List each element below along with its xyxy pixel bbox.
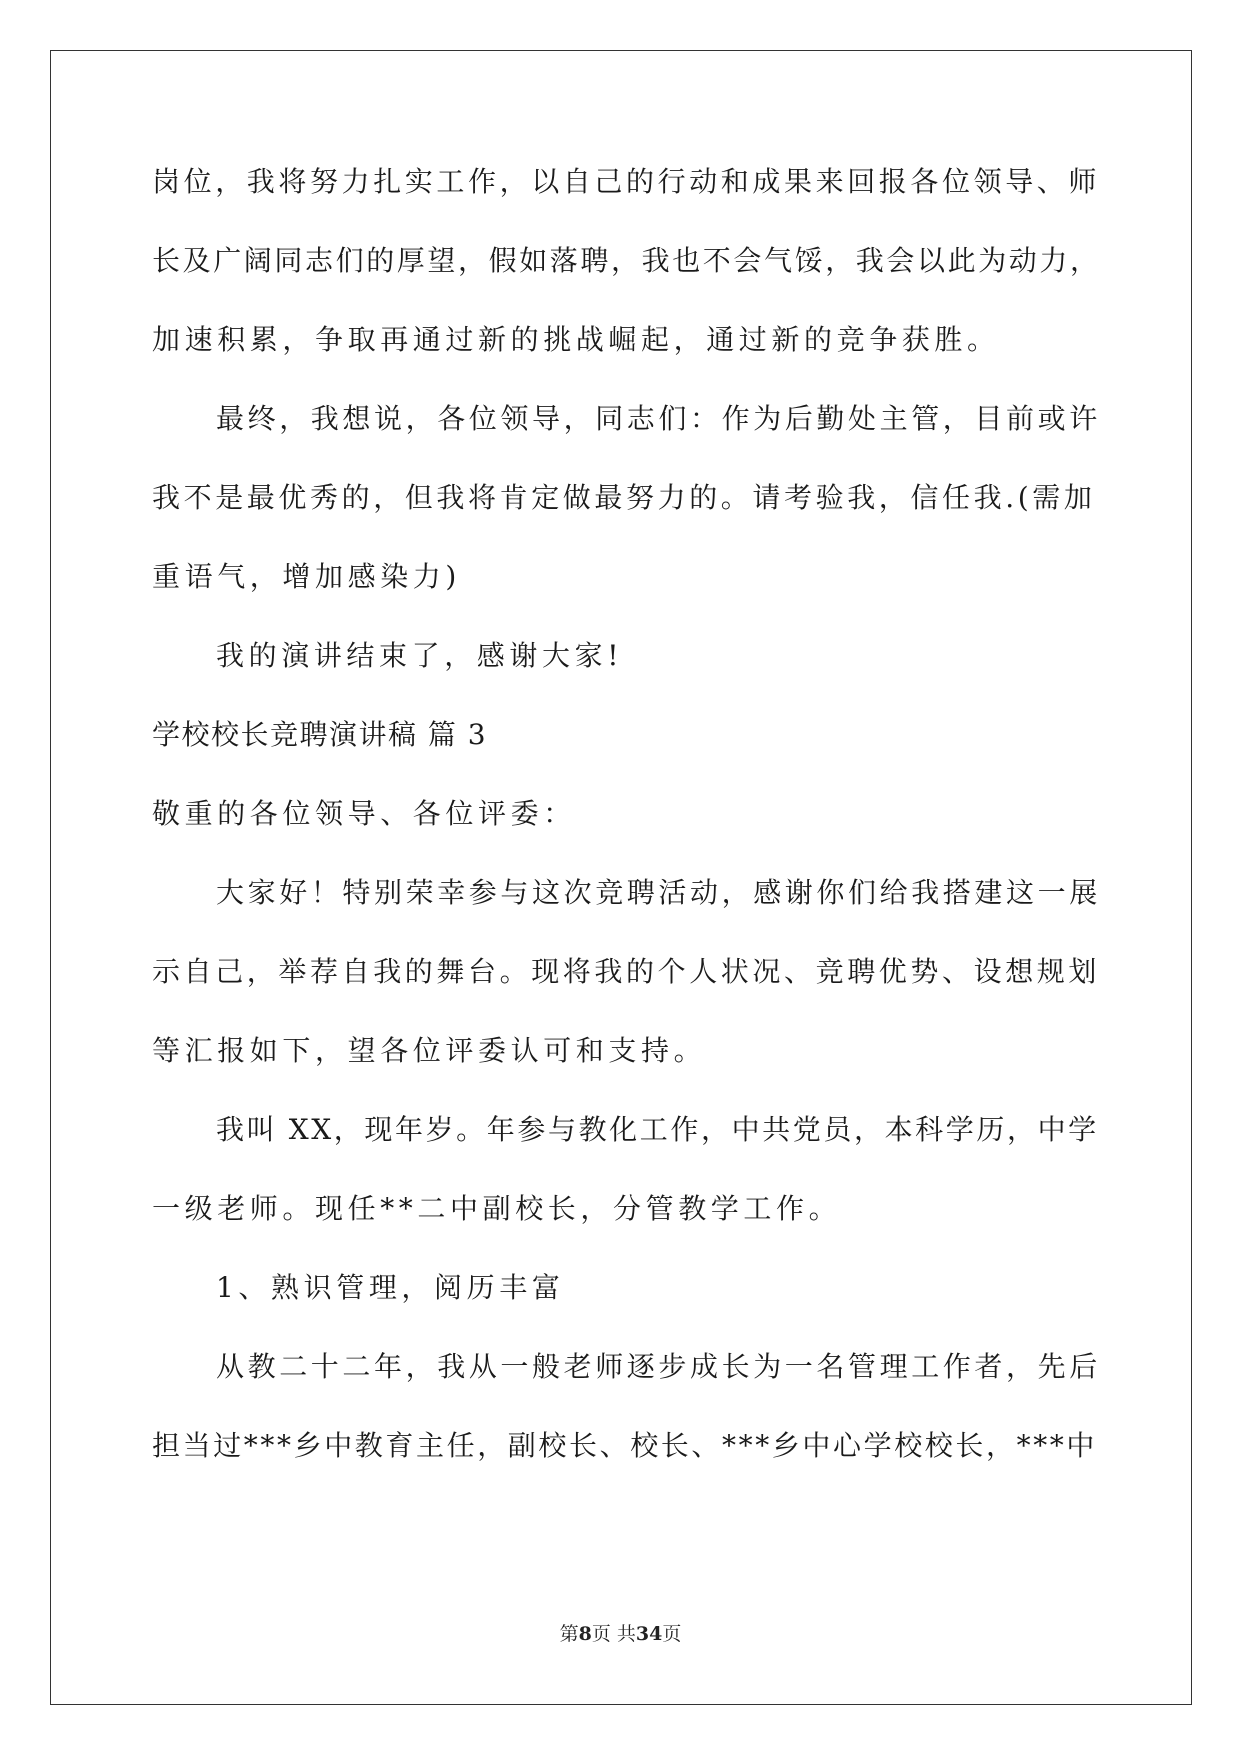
paragraph-line: 我的演讲结束了，感谢大家!	[216, 639, 624, 672]
page-footer	[0, 1622, 1241, 1646]
paragraph-line: 重语气，增加感染力)	[152, 560, 461, 593]
paragraph-line: 担当过***乡中教育主任，副校长、校长、***乡中心学校校长，***中	[152, 1429, 1098, 1462]
paragraph-line: 长及广阔同志们的厚望，假如落聘，我也不会气馁，我会以此为动力，	[152, 244, 1101, 277]
paragraph-line: 示自己，举荐自我的舞台。现将我的个人状况、竞聘优势、设想规划	[152, 955, 1101, 988]
footer-mid: 页 共	[591, 1623, 636, 1645]
current-page-number: 8	[578, 1623, 592, 1645]
paragraph-line: 加速积累，争取再通过新的挑战崛起，通过新的竞争获胜。	[152, 323, 1000, 356]
paragraph-line: 我叫 XX，现年岁。年参与教化工作，中共党员，本科学历，中学	[216, 1113, 1099, 1146]
paragraph-line: 最终，我想说，各位领导，同志们：作为后勤处主管，目前或许	[216, 402, 1101, 435]
paragraph-line: 从教二十二年，我从一般老师逐步成长为一名管理工作者，先后	[216, 1350, 1101, 1383]
paragraph-line: 我不是最优秀的，但我将肯定做最努力的。请考验我，信任我.(需加	[152, 481, 1096, 514]
total-page-number: 34	[635, 1623, 663, 1645]
footer-prefix: 第	[559, 1623, 579, 1645]
paragraph-line: 等汇报如下，望各位评委认可和支持。	[152, 1034, 707, 1067]
paragraph-line: 大家好！特别荣幸参与这次竞聘活动，感谢你们给我搭建这一展	[216, 876, 1101, 909]
paragraph-line: 岗位，我将努力扎实工作，以自己的行动和成果来回报各位领导、师	[152, 165, 1101, 198]
salutation: 敬重的各位领导、各位评委：	[152, 797, 576, 830]
section-heading: 学校校长竞聘演讲稿 篇 3	[152, 718, 488, 751]
subheading: 1、熟识管理，阅历丰富	[216, 1271, 565, 1304]
footer-suffix: 页	[662, 1623, 682, 1645]
paragraph-line: 一级老师。现任**二中副校长，分管教学工作。	[152, 1192, 842, 1225]
